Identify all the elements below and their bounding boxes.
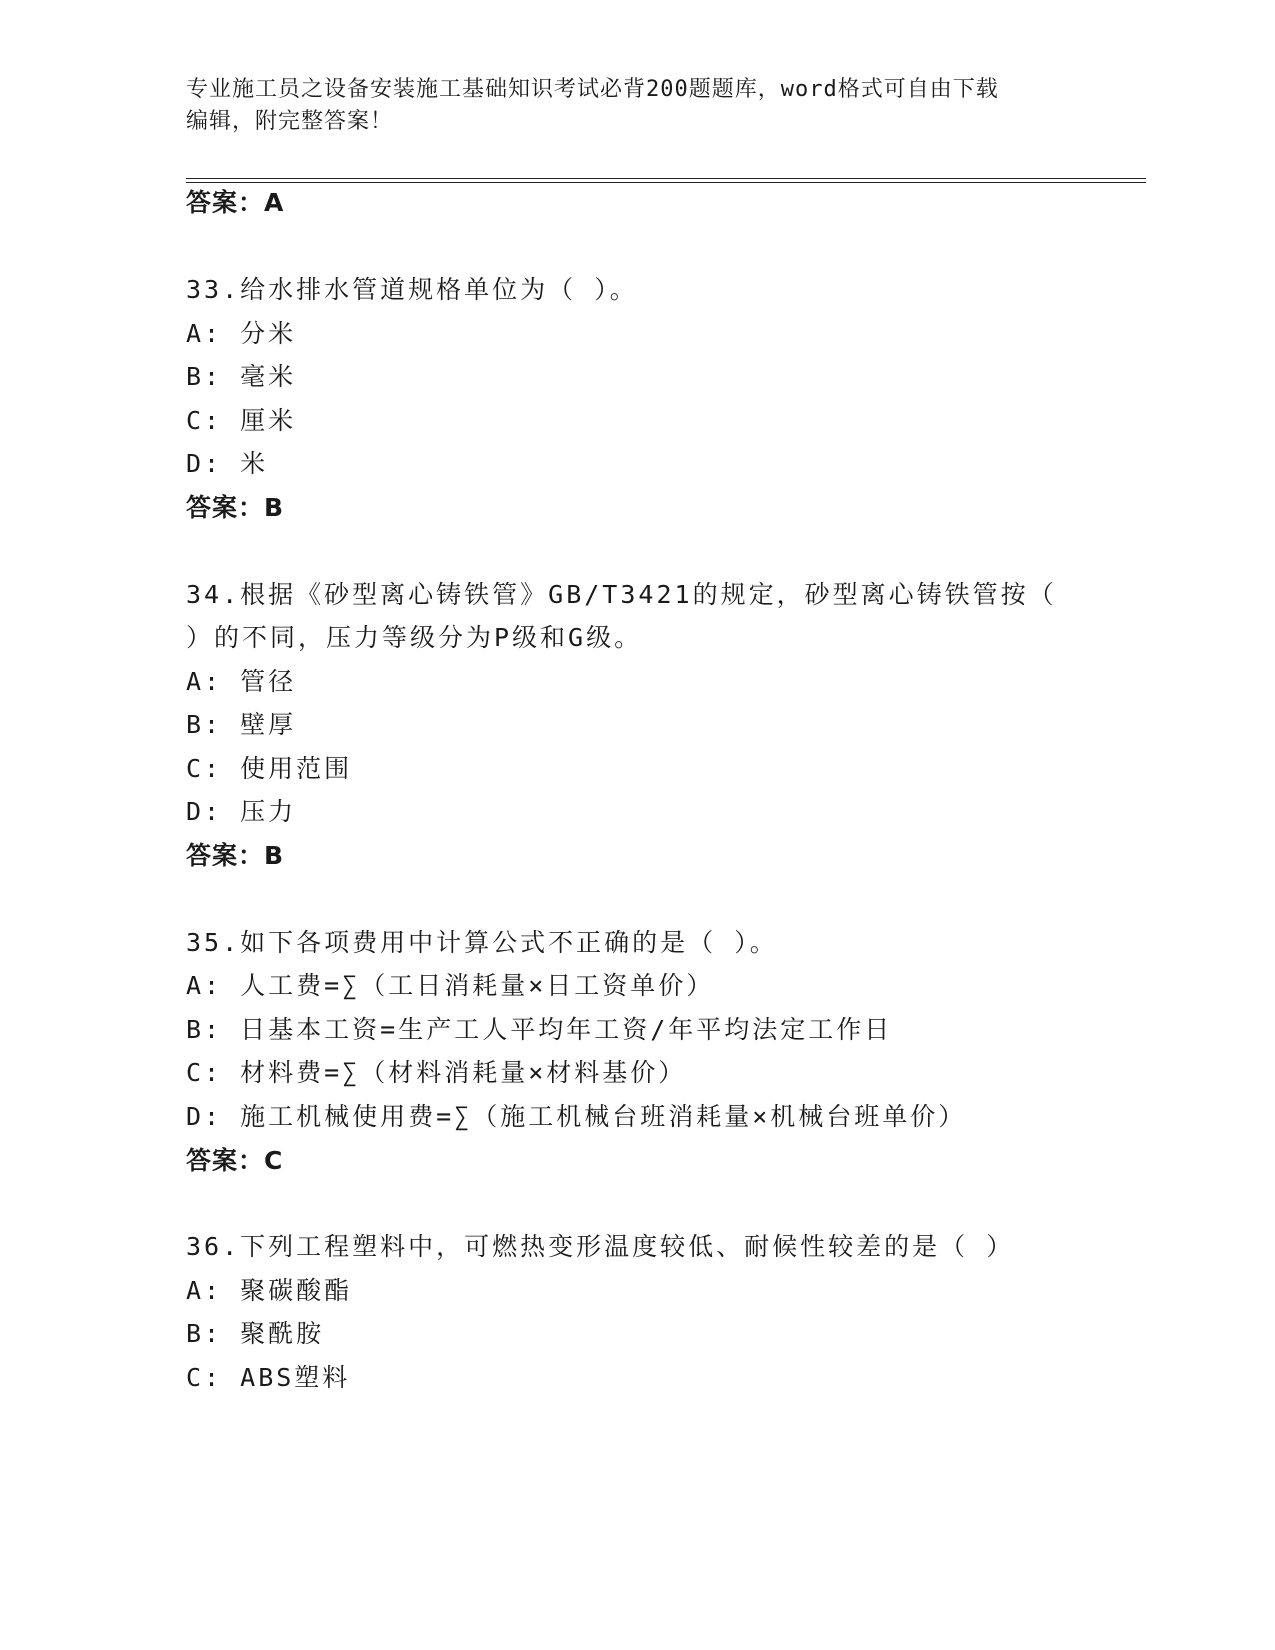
option-a: A: 人工费=∑（工日消耗量×日工资单价） xyxy=(186,971,715,1000)
question-stem: 34.根据《砂型离心铸铁管》GB/T3421的规定，砂型离心铸铁管按（ xyxy=(186,580,1057,609)
option-a: A: 聚碳酸酯 xyxy=(186,1276,353,1305)
option-a: A: 分米 xyxy=(186,319,297,348)
option-d: D: 施工机械使用费=∑（施工机械台班消耗量×机械台班单价） xyxy=(186,1102,967,1131)
option-c: C: 材料费=∑（材料消耗量×材料基价） xyxy=(186,1058,687,1087)
question-stem: 33.给水排水管道规格单位为（ ）。 xyxy=(186,275,638,304)
question-stem: 36.下列工程塑料中，可燃热变形温度较低、耐候性较差的是（ ） xyxy=(186,1232,1015,1261)
question-stem-continued: ）的不同，压力等级分为P级和G级。 xyxy=(186,623,643,652)
document-header xyxy=(186,74,1066,138)
question-stem: 35.如下各项费用中计算公式不正确的是（ ）。 xyxy=(186,928,778,957)
answer-label: 答案：C xyxy=(186,1146,284,1175)
option-c: C: ABS塑料 xyxy=(186,1363,351,1392)
option-c: C: 厘米 xyxy=(186,406,297,435)
option-b: B: 聚酰胺 xyxy=(186,1319,325,1348)
option-b: B: 毫米 xyxy=(186,362,297,391)
document-page xyxy=(186,0,1146,1650)
option-d: D: 压力 xyxy=(186,797,297,826)
option-b: B: 日基本工资=生产工人平均年工资/年平均法定工作日 xyxy=(186,1015,893,1044)
header-line-2: 编辑，附完整答案！ xyxy=(186,109,394,134)
answer-label: 答案：B xyxy=(186,841,285,870)
header-divider xyxy=(186,178,1146,183)
option-a: A: 管径 xyxy=(186,667,297,696)
option-b: B: 壁厚 xyxy=(186,710,297,739)
answer-label: 答案：B xyxy=(186,493,285,522)
option-d: D: 米 xyxy=(186,449,269,478)
option-c: C: 使用范围 xyxy=(186,754,353,783)
header-line-1: 专业施工员之设备安装施工基础知识考试必背200题题库，word格式可自由下载 xyxy=(186,77,999,102)
answer-label: 答案：A xyxy=(186,188,285,217)
